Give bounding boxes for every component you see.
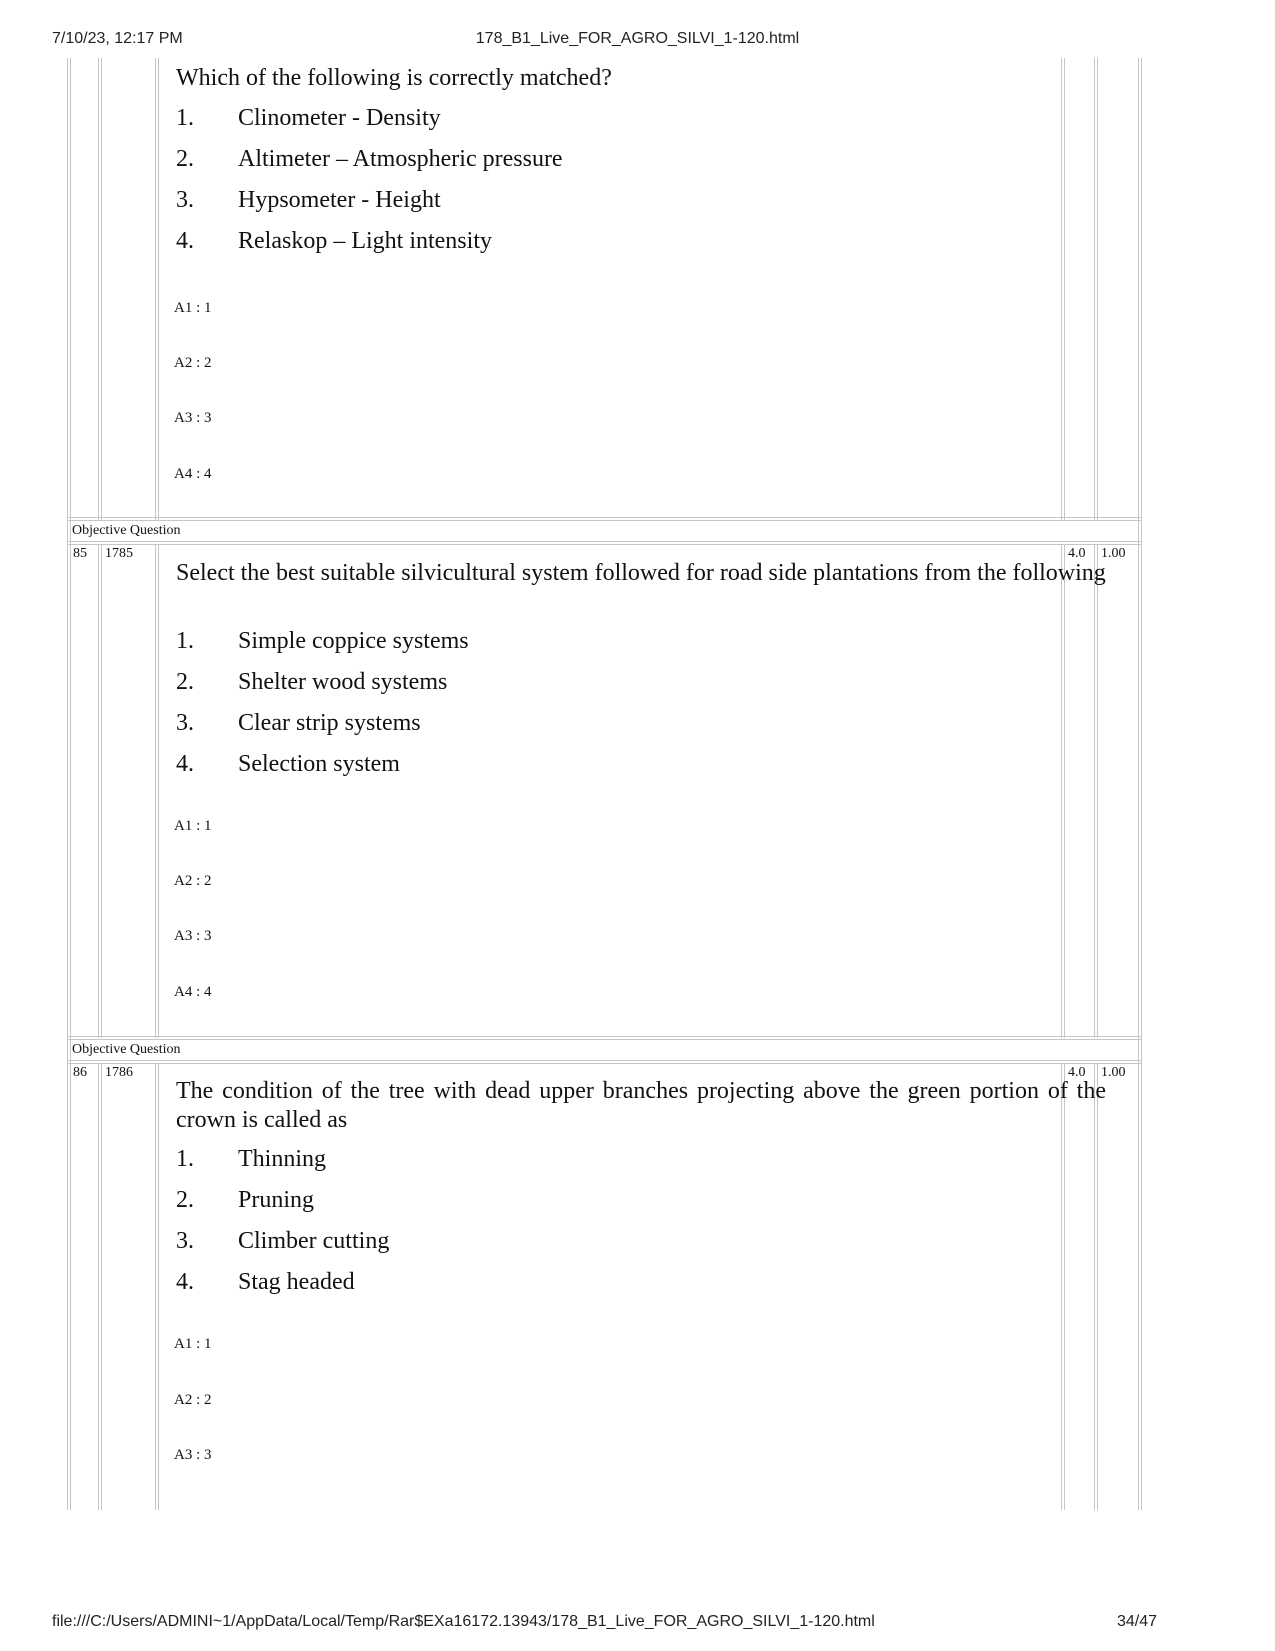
option: 1. Simple coppice systems <box>176 628 469 654</box>
answer-option: A1 : 1 <box>174 1336 212 1352</box>
question-type-label: Objective Question <box>72 523 181 538</box>
option: 4. Stag headed <box>176 1269 355 1295</box>
question-text: The condition of the tree with dead upper branches projecting above the green portion of the crown is called as <box>176 1078 1106 1133</box>
option: 4. Selection system <box>176 751 400 777</box>
answer-option: A4 : 4 <box>174 466 212 482</box>
option: 2. Altimeter – Atmospheric pressure <box>176 146 563 172</box>
question-serial: 86 <box>73 1065 87 1080</box>
question-serial: 85 <box>73 546 87 561</box>
question-id: 1786 <box>105 1065 133 1080</box>
print-page-number: 34/47 <box>1116 1613 1157 1630</box>
question-text: Which of the following is correctly matched? <box>176 65 612 91</box>
answer-option: A3 : 3 <box>174 1447 212 1463</box>
question-text: Select the best suitable silvicultural system followed for road side plantations from the following <box>176 560 1106 586</box>
option: 3. Clear strip systems <box>176 710 421 736</box>
option: 4. Relaskop – Light intensity <box>176 228 492 254</box>
print-file-path: file:///C:/Users/ADMINI~1/AppData/Local/Temp/Rar$EXa16172.13943/178_B1_Live_FOR_AGRO_SILVI_1-120.html <box>52 1613 875 1630</box>
answer-option: A4 : 4 <box>174 984 212 1000</box>
question-id: 1785 <box>105 546 133 561</box>
answer-option: A1 : 1 <box>174 300 212 316</box>
option: 3. Hypsometer - Height <box>176 187 441 213</box>
option: 2. Shelter wood systems <box>176 669 448 695</box>
answer-option: A2 : 2 <box>174 355 212 371</box>
option: 3. Climber cutting <box>176 1228 390 1254</box>
option: 2. Pruning <box>176 1187 315 1213</box>
question-marks: 4.0 <box>1068 546 1086 561</box>
question-type-label: Objective Question <box>72 1042 181 1057</box>
answer-option: A3 : 3 <box>174 410 212 426</box>
answer-option: A3 : 3 <box>174 928 212 944</box>
print-title: 178_B1_Live_FOR_AGRO_SILVI_1-120.html <box>475 30 800 47</box>
question-marks: 4.0 <box>1068 1065 1086 1080</box>
answer-option: A2 : 2 <box>174 873 212 889</box>
print-datetime: 7/10/23, 12:17 PM <box>52 30 183 47</box>
option: 1. Thinning <box>176 1146 326 1172</box>
negative-marks: 1.00 <box>1101 1065 1126 1080</box>
answer-option: A2 : 2 <box>174 1392 212 1408</box>
answer-option: A1 : 1 <box>174 818 212 834</box>
negative-marks: 1.00 <box>1101 546 1126 561</box>
option: 1. Clinometer - Density <box>176 105 441 131</box>
